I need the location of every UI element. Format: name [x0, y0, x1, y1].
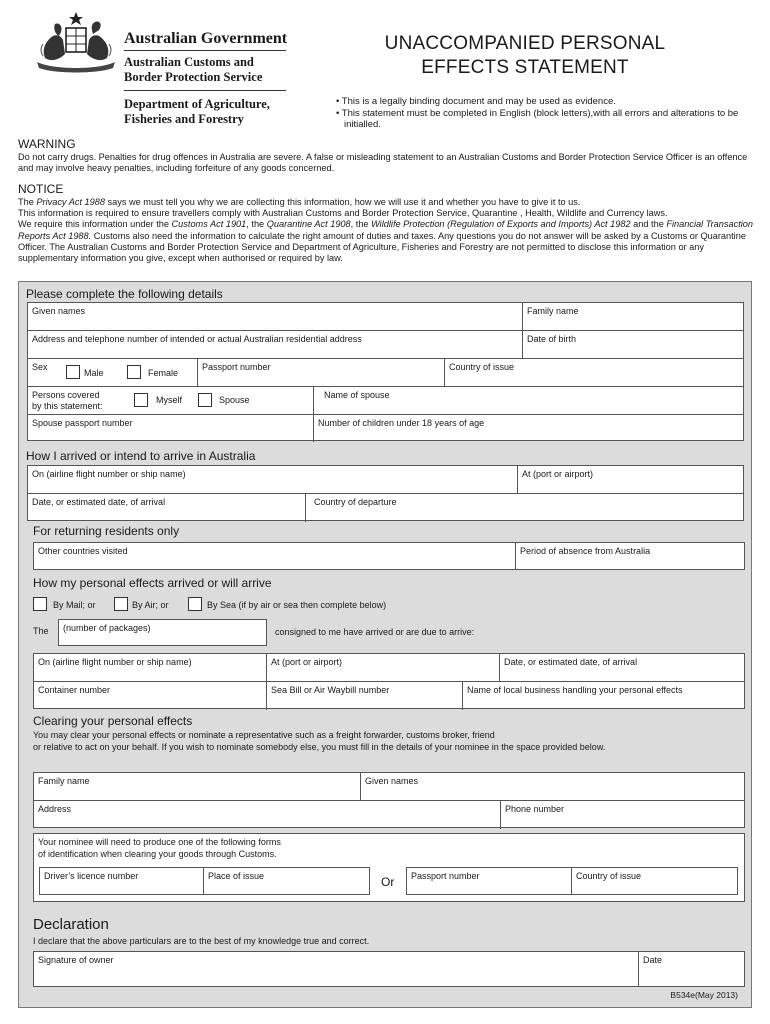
form-code: B534e(May 2013) — [670, 990, 738, 1000]
by-mail-checkbox[interactable] — [33, 597, 47, 611]
arrival-box — [27, 465, 744, 521]
shipment-date-field[interactable]: Date, or estimated date, of arrival — [504, 657, 638, 667]
effects-heading: How my personal effects arrived or will arrive — [33, 576, 272, 590]
myself-checkbox[interactable] — [134, 393, 148, 407]
arrival-date-field[interactable]: Date, or estimated date, of arrival — [28, 494, 306, 522]
absence-period-field[interactable]: Period of absence from Australia — [520, 546, 651, 556]
shipment-port-field[interactable]: At (port or airport) — [267, 654, 500, 681]
coat-of-arms-icon — [33, 10, 119, 74]
licence-place-of-issue-field[interactable]: Place of issue — [208, 871, 265, 881]
passport-number-field[interactable]: Passport number — [198, 359, 445, 386]
agency-name: Australian Customs and Border Protection Service — [124, 55, 263, 84]
nominee-box — [33, 772, 745, 828]
nominee-country-issue-field[interactable]: Country of issue — [576, 871, 642, 881]
or-label: Or — [381, 875, 395, 889]
form-panel — [18, 281, 752, 1008]
warning-text: Do not carry drugs. Penalties for drug offences in Australia are severe. A false or misleading statement to an Australian Customs and Border Protection Service Officer is an offence and may involve heavy penalties, including forfeiture of any goods concerned. — [18, 152, 748, 174]
warning-heading: WARNING — [18, 137, 76, 151]
waybill-number-field[interactable]: Sea Bill or Air Waybill number — [267, 682, 463, 710]
licence-box — [39, 867, 370, 895]
given-names-field[interactable]: Given names — [28, 303, 523, 330]
personal-details-box — [27, 302, 744, 441]
shipment-box — [33, 653, 745, 709]
address-field[interactable]: Address and telephone number of intended or actual Australian residential address — [28, 331, 523, 358]
nominee-phone-field[interactable]: Phone number — [505, 804, 565, 814]
country-of-issue-field[interactable]: Country of issue — [449, 362, 515, 372]
identification-text: Your nominee will need to produce one of the following forms of identification when clearing your goods through Customs. — [38, 837, 281, 859]
family-name-field[interactable]: Family name — [527, 306, 579, 316]
arrival-flight-field[interactable]: On (airline flight number or ship name) — [28, 466, 518, 493]
departure-country-field[interactable]: Country of departure — [314, 497, 397, 507]
male-checkbox[interactable] — [66, 365, 80, 379]
by-sea-label: By Sea (if by air or sea then complete below) — [207, 600, 387, 610]
consigned-text: consigned to me have arrived or are due to arrive: — [275, 627, 475, 637]
spouse-passport-field[interactable]: Spouse passport number — [28, 415, 314, 442]
clearing-text: You may clear your personal effects or nominate a representative such as a freight forwarder, customs broker, friend or relative to act on your behalf. If you wish to nominate somebody else, you must fill in the details of your nominee in the space provided below. — [33, 730, 606, 752]
declaration-heading: Declaration — [33, 916, 109, 933]
returning-box — [33, 542, 745, 570]
clearing-heading: Clearing your personal effects — [33, 714, 193, 728]
department-name: Department of Agriculture, Fisheries and Forestry — [124, 97, 270, 126]
divider — [124, 50, 286, 51]
arrival-heading: How I arrived or intend to arrive in Australia — [26, 449, 256, 463]
persons-covered-field: Persons covered by this statement: Myself Spouse — [28, 387, 314, 414]
shipment-flight-field[interactable]: On (airline flight number or ship name) — [34, 654, 267, 681]
by-air-checkbox[interactable] — [114, 597, 128, 611]
packages-field[interactable]: (number of packages) — [58, 619, 267, 646]
nominee-given-names-field[interactable]: Given names — [365, 776, 419, 786]
notice-heading: NOTICE — [18, 182, 64, 196]
signature-box — [33, 951, 745, 987]
details-heading: Please complete the following details — [26, 287, 223, 301]
the-label: The — [33, 626, 49, 636]
signature-field[interactable]: Signature of owner — [34, 952, 639, 986]
by-mail-label: By Mail; or — [53, 600, 96, 610]
declaration-date-field[interactable]: Date — [643, 955, 663, 965]
divider — [124, 90, 286, 91]
sex-field: Sex Male Female — [28, 359, 198, 386]
declaration-text: I declare that the above particulars are to the best of my knowledge true and correct. — [33, 936, 370, 946]
nominee-address-field[interactable]: Address — [34, 801, 501, 829]
date-of-birth-field[interactable]: Date of birth — [527, 334, 577, 344]
spouse-name-field[interactable]: Name of spouse — [324, 390, 390, 400]
legal-notes: • This is a legally binding document and may be used as evidence. • This statement must be completed in English (block letters),with all errors and alterations to be initialled. — [336, 96, 739, 130]
nominee-passport-field[interactable]: Passport number — [407, 868, 572, 894]
female-checkbox[interactable] — [127, 365, 141, 379]
other-countries-field[interactable]: Other countries visited — [34, 543, 516, 569]
nominee-family-name-field[interactable]: Family name — [34, 773, 361, 800]
container-number-field[interactable]: Container number — [34, 682, 267, 710]
children-count-field[interactable]: Number of children under 18 years of age — [318, 418, 485, 428]
government-name: Australian Government — [124, 30, 288, 47]
returning-heading: For returning residents only — [33, 524, 180, 538]
by-sea-checkbox[interactable] — [188, 597, 202, 611]
arrival-port-field[interactable]: At (port or airport) — [522, 469, 594, 479]
local-business-field[interactable]: Name of local business handling your personal effects — [467, 685, 683, 695]
identification-box — [33, 833, 745, 902]
notice-text: The Privacy Act 1988 says we must tell you why we are collecting this information, how we will use it and whether you have to give it to us. This information is required to ensure travellers comply with Australian Customs and Border Protection Service, Quarantine , Health, Wildlife and Currency laws. We require this information under the Customs Act 1901, the Quarantine Act 1908, the Wildlife Protection (Regulation of Exports and Imports) Act 1982 and the Financial Transaction Reports Act 1988. Customs also need the information to calculate the right amount of duties and taxes. Any questions you do not answer will be asked by a Customs or Quarantine Officer. The Australian Customs and Border Protection Service and Department of Agriculture, Fisheries and Forestry are not permitted to disclose this information or any supplementary information you give, except when authorised or required by law. — [18, 197, 754, 264]
licence-number-field[interactable]: Driver’s licence number — [40, 868, 204, 894]
by-air-label: By Air; or — [132, 600, 169, 610]
nominee-passport-box — [406, 867, 738, 895]
spouse-checkbox[interactable] — [198, 393, 212, 407]
form-title: UNACCOMPANIED PERSONAL EFFECTS STATEMENT — [384, 33, 666, 78]
